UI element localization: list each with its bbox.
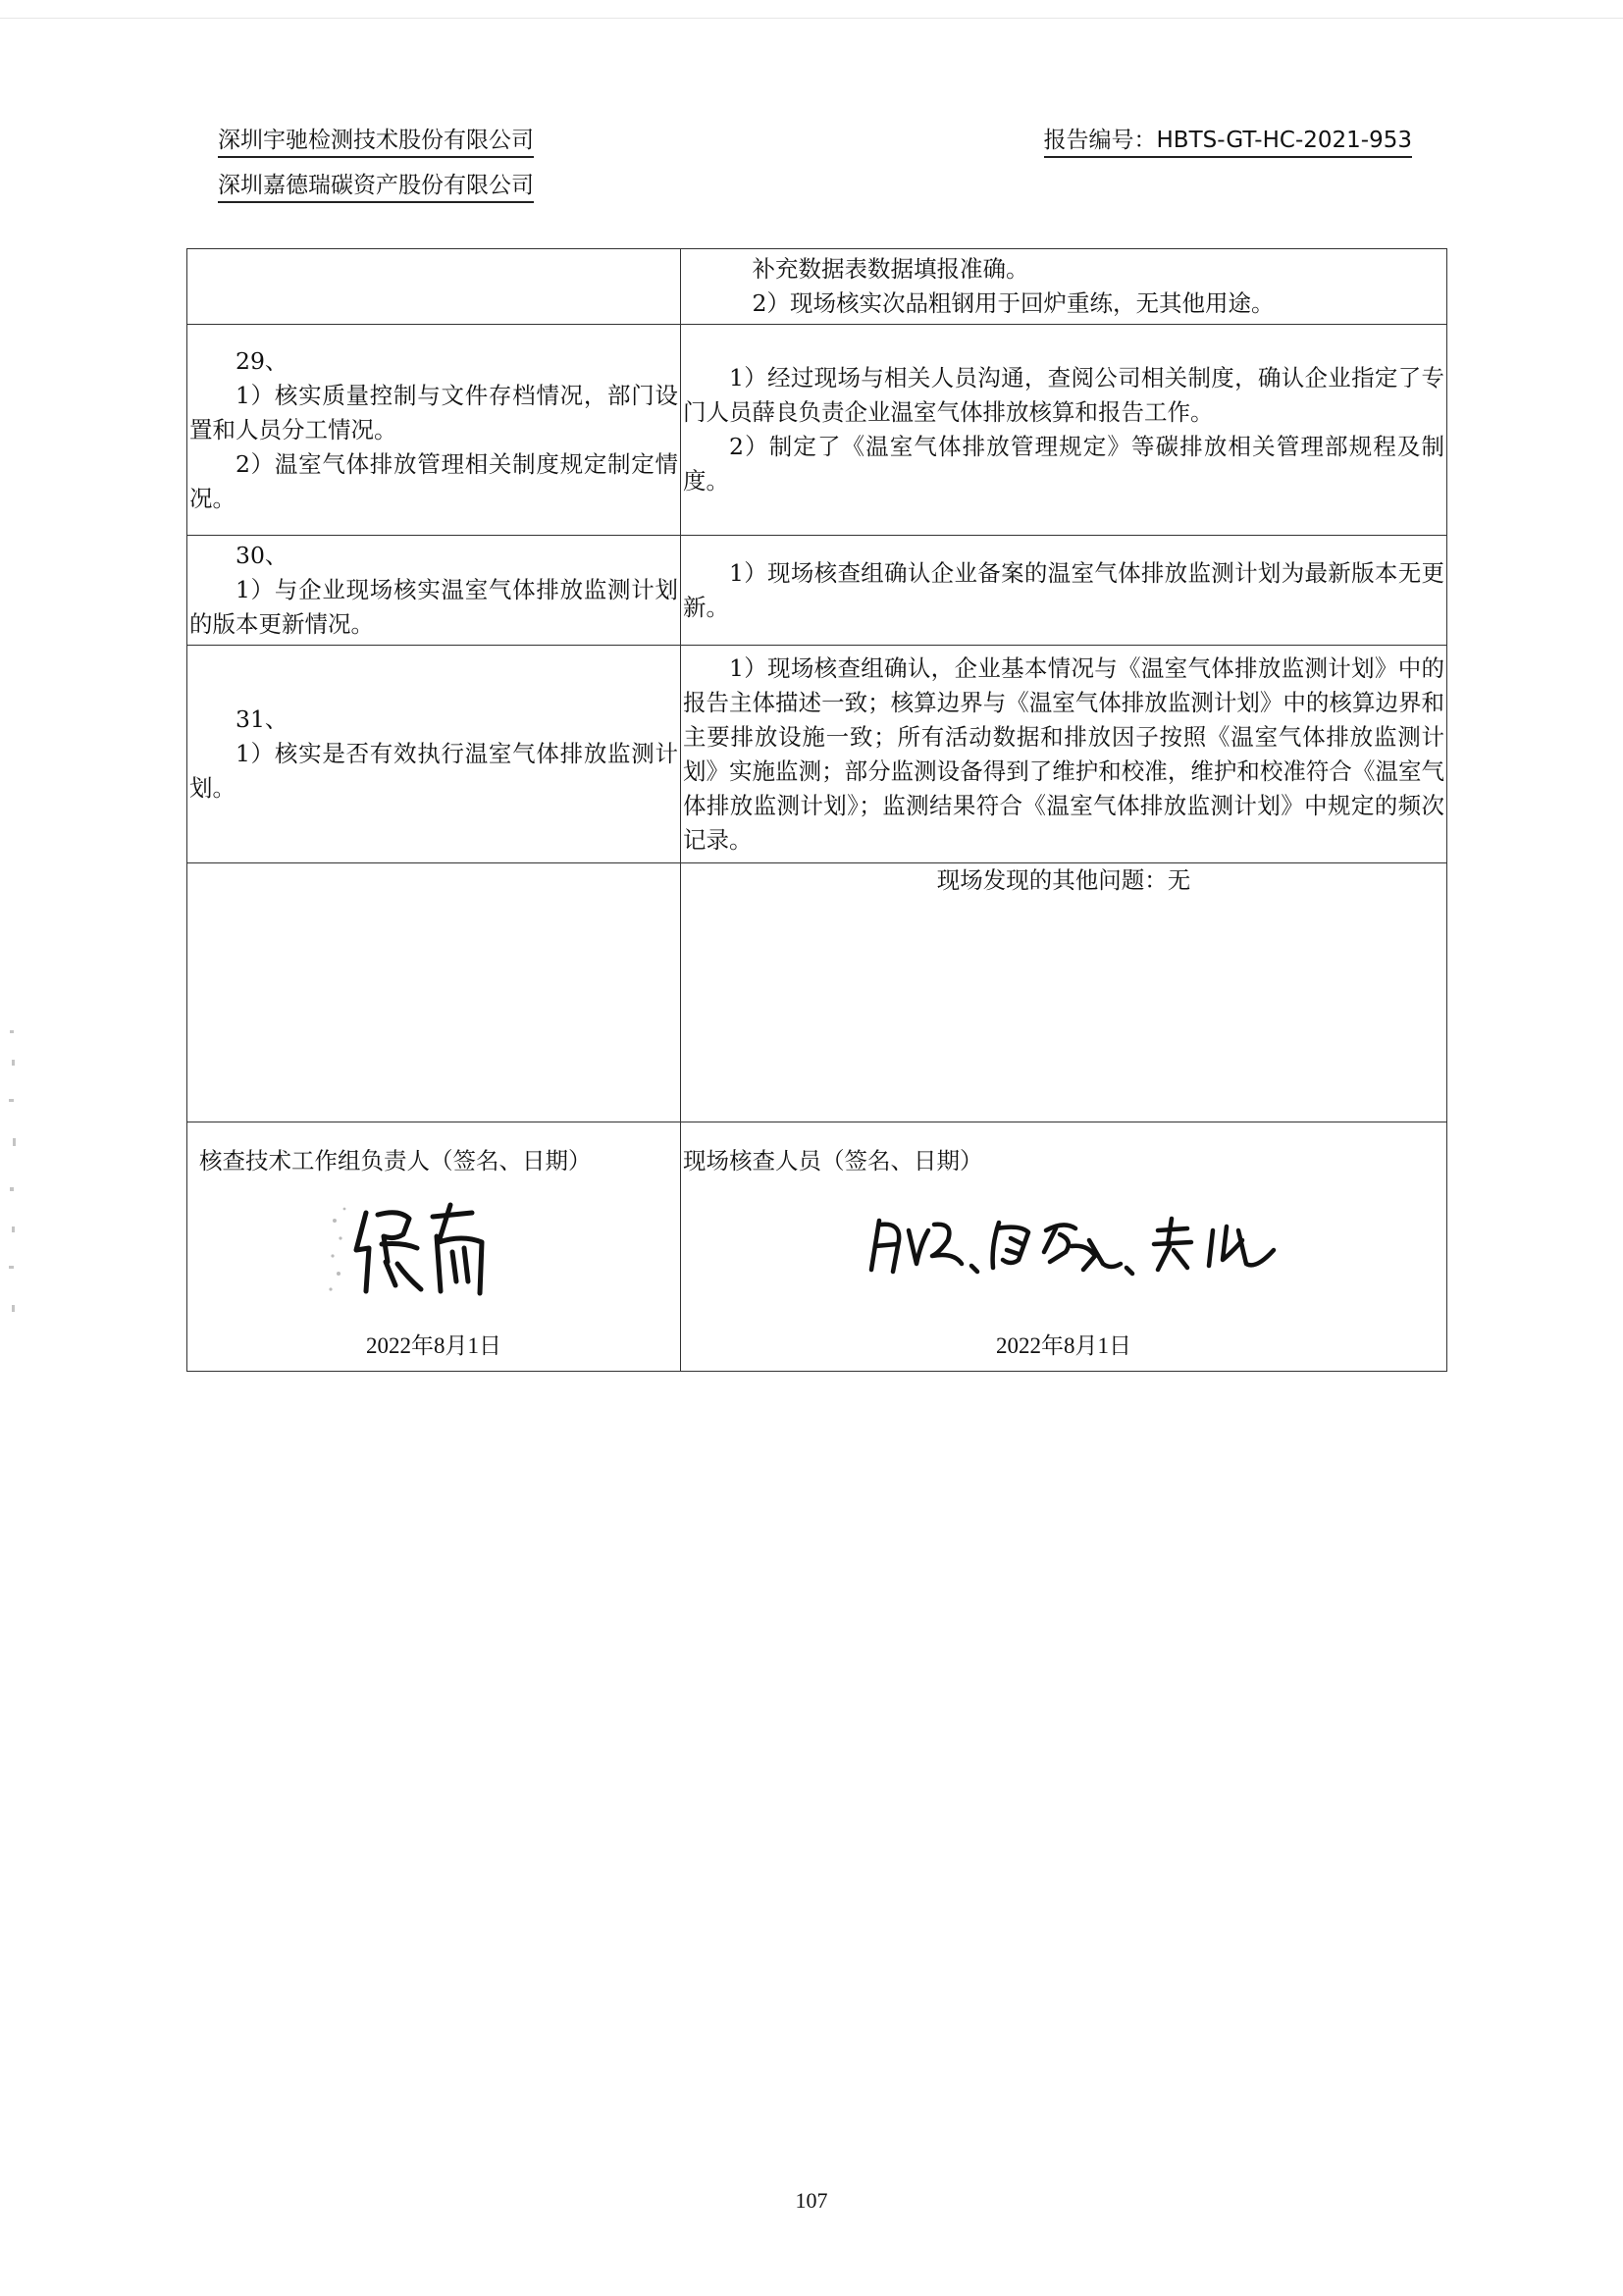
- lead-signature-label: 核查技术工作组负责人（签名、日期）: [199, 1147, 592, 1174]
- table-row: [187, 863, 1447, 1122]
- inspector-signature-cell: [681, 1122, 1447, 1372]
- table-row: [187, 325, 1447, 536]
- item-number: 31、: [236, 705, 288, 733]
- check-item-29: [187, 325, 681, 536]
- scan-top-edge: [0, 18, 1623, 19]
- finding-29: [681, 325, 1447, 536]
- cell-text: 补充数据表数据填报准确。: [752, 255, 1029, 283]
- cell-text: 1）现场核查组确认企业备案的温室气体排放监测计划为最新版本无更新。: [683, 558, 1444, 621]
- table-row: [187, 646, 1447, 863]
- verification-table: [186, 248, 1447, 1372]
- header-report-number: 报告编号：HBTS-GT-HC-2021-953: [1044, 126, 1413, 158]
- table-row: [187, 536, 1447, 646]
- other-issues: [681, 863, 1447, 1122]
- cell-text: 2）温室气体排放管理相关制度规定制定情况。: [189, 449, 678, 512]
- handwritten-signature-inspectors: [864, 1201, 1295, 1289]
- check-item-31: [187, 646, 681, 863]
- table-row: [187, 249, 1447, 325]
- cell-text: 1）现场核查组确认，企业基本情况与《温室气体排放监测计划》中的报告主体描述一致；核算边界与《温室气体排放监测计划》中的核算边界和主要排放设施一致；所有活动数据和排放因子按照《温室气体排放监测计划》实施监测；部分监测设备得到了维护和校准，维护和校准符合《温室气体排放监测计划》；监测结果符合《温室气体排放监测计划》中规定的频次记录。: [683, 653, 1444, 854]
- scan-artifact-marks: [4, 1020, 26, 1344]
- cell-text: 1）与企业现场核实温室气体排放监测计划的版本更新情况。: [189, 576, 678, 638]
- finding-30: [681, 536, 1447, 646]
- finding-31: [681, 646, 1447, 863]
- cell-text: 2）制定了《温室气体排放管理规定》等碳排放相关管理部规程及制度。: [683, 433, 1444, 495]
- lead-signature-cell: [187, 1122, 681, 1372]
- cell-text: 2）现场核实次品粗钢用于回炉重练，无其他用途。: [752, 289, 1275, 317]
- table-row: [187, 1122, 1447, 1372]
- left-cell-continued: [187, 249, 681, 325]
- item-number: 29、: [236, 346, 288, 375]
- header-company-1: 深圳宇驰检测技术股份有限公司: [218, 126, 534, 158]
- right-cell-continued: [681, 249, 1447, 325]
- handwritten-signature-lead: [315, 1191, 511, 1309]
- lead-signature-date: 2022年8月1日: [366, 1333, 501, 1358]
- cell-text: 1）核实是否有效执行温室气体排放监测计划。: [189, 740, 678, 802]
- other-issues-left: [187, 863, 681, 1122]
- cell-text: 1）核实质量控制与文件存档情况，部门设置和人员分工情况。: [189, 381, 678, 444]
- header-company-2: 深圳嘉德瑞碳资产股份有限公司: [218, 171, 534, 203]
- item-number: 30、: [236, 542, 288, 569]
- cell-text: 现场发现的其他问题：无: [936, 866, 1191, 894]
- page-number: 107: [795, 2188, 828, 2213]
- check-item-30: [187, 536, 681, 646]
- inspector-signature-label: 现场核查人员（签名、日期）: [683, 1147, 983, 1174]
- cell-text: 1）经过现场与相关人员沟通，查阅公司相关制度，确认企业指定了专门人员薛良负责企业温室气体排放核算和报告工作。: [683, 364, 1444, 426]
- inspector-signature-date: 2022年8月1日: [996, 1333, 1131, 1358]
